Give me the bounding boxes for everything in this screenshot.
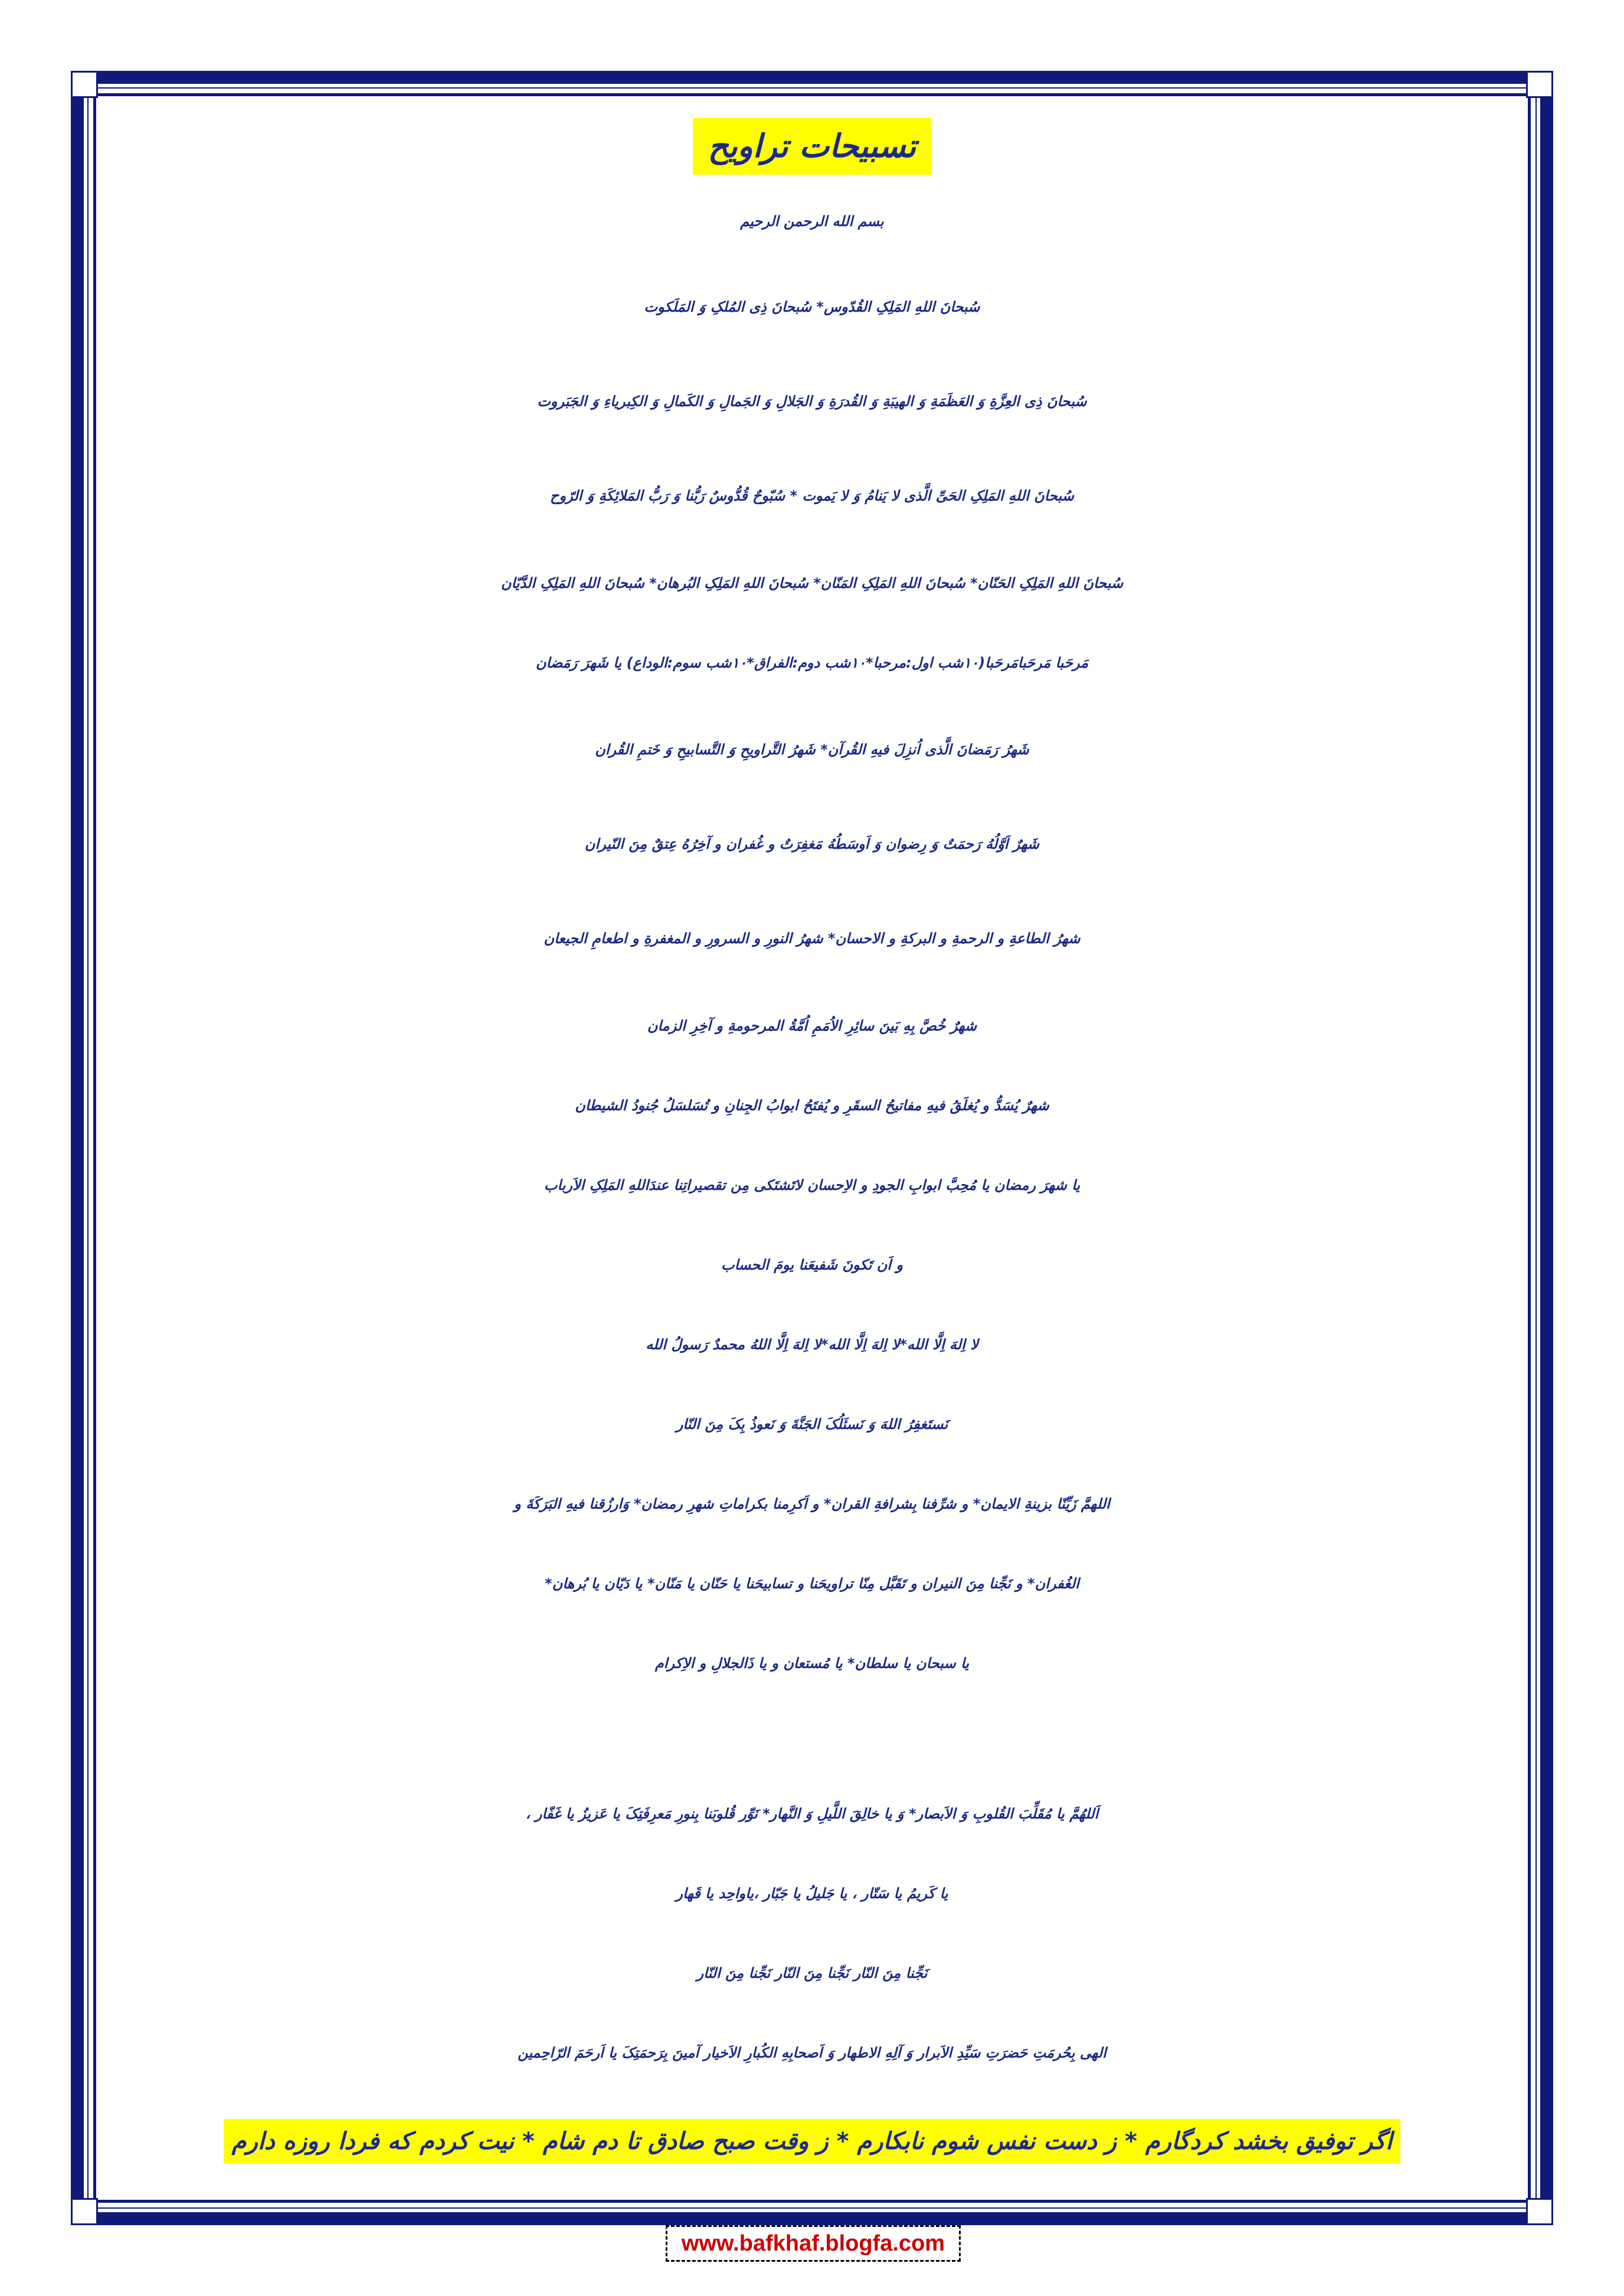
bismillah-line: بسم الله الرحمن الرحيم <box>740 213 884 230</box>
text-line: یا شهرَ رمضان یا مُحِبَّ ابوابِ الجودِ و الاِحسان لاتَشتَکی مِن تقصیراتِنا عندَاللهِ المَلِکِ الاَرباب <box>543 1176 1081 1193</box>
border-corner-ornament <box>1526 2198 1553 2225</box>
website-link[interactable]: www.bafkhaf.blogfa.com <box>666 2225 961 2262</box>
text-line: نَجِّنا مِنَ النّار نَجِّنا مِنَ النّار نَجِّنا مِنَ النّار <box>696 1964 928 1981</box>
text-line: لا اِلهَ اِلَّا الله*لا اِلهَ اِلَّا الله*لا اِلهَ اِلَّا اللهُ محمدٌ رَسولُ الله <box>646 1336 978 1353</box>
text-line: شَهرٌ اَوَّلُهُ رَحمَتٌ وَ رِضوان وَ اَوسَطُهُ مَغفِرَتٌ و غُفران و آخِرُهُ عِتقٌ مِنَ النّیران <box>584 836 1040 852</box>
footer-verse: اگر توفیق بخشد کردگارم * ز دست نفس شوم نابکارم * ز وقت صبح صادق تا دم شام * نیت کردم که فردا روزه دارم <box>224 2119 1400 2164</box>
text-line: الغُفران* و نَجِّنا مِنَ النیران و تَقَبَّل مِنّا تراویحَنا و تسابیحَنا یا حَنّان یا مَنّان* یا دَیّان یا بُرهان* <box>545 1575 1079 1592</box>
text-line: شهرٌ یُسَدُّ و یُغلَقُ فیهِ مفاتیحُ السقَرِ و یُفتَحُ ابوابُ الجِنانِ و تُسَلسَلُ جُنودُ الشیطان <box>575 1097 1049 1114</box>
text-line: سُبحانَ ذِی العِزَّةِ وَ العَظَمَةِ وَ الهیبَةِ وَ القُدرَةِ وَ الجَلالِ وَ الجَمالِ وَ الکَمالِ وَ الکِبریاءِ وَ الجَبَروت <box>537 393 1087 410</box>
document-body <box>130 112 1494 2092</box>
title-container <box>130 118 1494 183</box>
text-line: و اَن تَکونَ شَفیعَنا یومَ الحساب <box>721 1256 903 1273</box>
text-line: سُبحانَ اللهِ المَلِکِ الحَنّان* سُبحانَ اللهِ المَلِکِ المَنّان* سُبحانَ اللهِ المَلِکِ البُرهان* سُبحانَ اللهِ المَلِکِ الدَّیّان <box>500 574 1124 591</box>
text-line: سُبحانَ اللهِ المَلِکِ الحَیِّ الَّذی لا یَنامُ وَ لا یَموت * سُبّوحٌ قُدُّوسٌ رَبُّنا وَ رَبُّ المَلائِکَةِ وَ الرّوح <box>550 488 1074 504</box>
page-title: تسبيحات تراويح <box>693 118 932 175</box>
text-line: اَللهُمَّ یا مُقَلِّبَ القُلوبِ وَ الاَبصار* وَ یا خالِقَ اللَّیلِ وَ النَّهار* نَوِّر قُلوبَنا بِنورِ مَعرِفَتِکَ یا عَزیزُ یا غَفّار ، <box>525 1805 1099 1822</box>
paragraph-spacer <box>130 1703 1494 1774</box>
text-line: مَرحَبا مَرحَبامَرحَبا(۱۰شب اول:مرحبا*۱۰شب دوم:الفراق*۱۰شب سوم:الوداع) یا شَهرَ رَمَضان <box>535 654 1089 671</box>
text-line: الهی بِحُرمَتِ حَضرَتِ سَیِّدِ الاَبرار وَ آلِهِ الاطهار وَ اَصحابِهِ الکُبارِ الاَخیار آمینَ بِرَحمَتِکَ یا اَرحَمَ الرّاحِمین <box>518 2044 1106 2061</box>
text-line: یا سبحان یا سلطان* یا مُستعان و یا ذَالجلالِ و الاِکرام <box>654 1654 970 1672</box>
border-corner-ornament <box>71 2198 98 2225</box>
text-line: شَهرُ رَمَضانَ الَّذی اُنزِلَ فیهِ القُرآن* شَهرُ التَّراویحِ وَ التَّسابیحِ وَ خَتمِ القُران <box>595 741 1029 758</box>
text-line: اللهمَّ زَیِّنّا بزینةِ الایمان* و شرِّفنا بِشرافةِ القران* و اَکرِمنا بکراماتِ شهرِ رمضان* وَارزُقنا فیهِ البَرَکَةَ و <box>514 1495 1110 1512</box>
text-line: شهرُ الطاعةِ و الرحمةِ و البرکةِ و الاحسان* شهرُ النورِ و السرورِ و المغفرةِ و اطعامِ الجیعان <box>543 930 1081 947</box>
footer-verse-container <box>124 2119 1500 2164</box>
text-line: نَستَغفِرُ اللهَ وَ نَسئَلُکَ الجَنَّةَ وَ نَعوذُ بِکَ مِنَ النّار <box>676 1415 948 1432</box>
border-corner-ornament <box>71 71 98 98</box>
text-line: یا کَریمُ یا سَتّار ، یا جَلیلُ یا جَبّار ،یاواحِد یا قَهار <box>676 1885 948 1902</box>
text-line: شهرٌ خُصَّ بِهِ بَینَ سائِرِ الاُمَمِ اُمَّةُ المرحومةِ و آخِرِ الزمان <box>647 1017 977 1034</box>
border-corner-ornament <box>1526 71 1553 98</box>
text-line: سُبحانَ اللهِ المَلِکِ القُدّوس* سُبحانَ ذِی المُلکِ وَ المَلَکوت <box>644 299 980 315</box>
